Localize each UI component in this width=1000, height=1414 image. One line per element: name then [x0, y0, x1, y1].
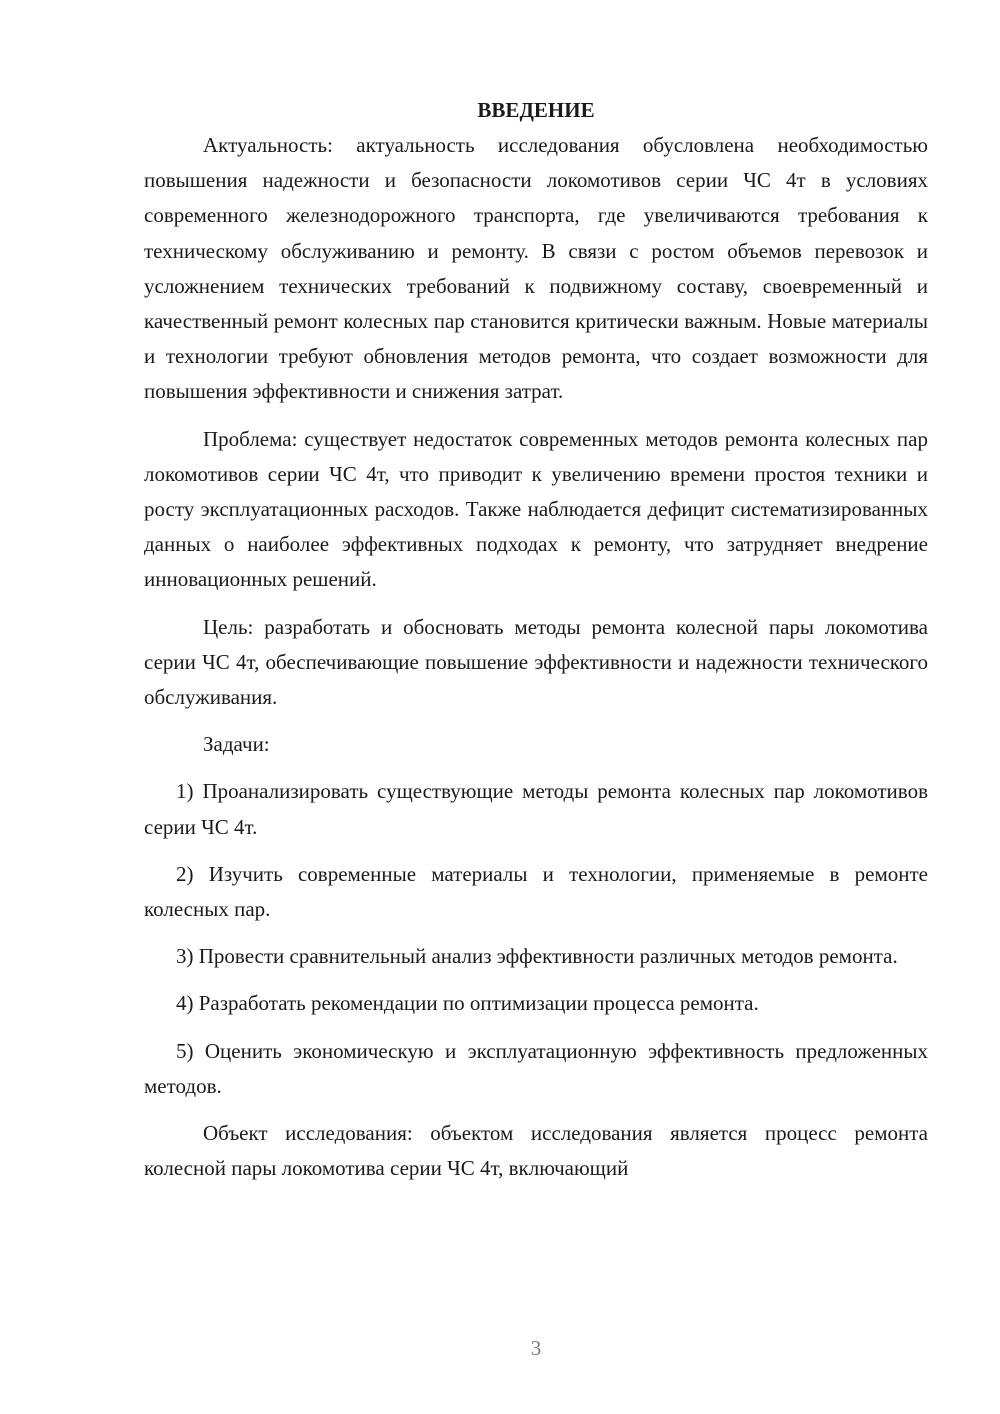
task-item: 1) Проанализировать существующие методы ремонта колесных пар локомотивов серии ЧС 4т.: [144, 779, 928, 839]
section-title: ВВЕДЕНИЕ: [477, 98, 595, 122]
page-number: 3: [530, 1336, 542, 1360]
tasks-heading: Задачи:: [203, 732, 270, 757]
problem-paragraph: Проблема: существует недостаток современных методов ремонта колесных пар локомотивов серии ЧС 4т, что приводит к увеличению времени простоя техники и росту эксплуатационных расходов. Также наблюдается дефицит систематизированных данных о наиболее эффективных подходах к ремонту, что затрудняет внедрение инновационных решений.: [144, 426, 928, 592]
task-item: 2) Изучить современные материалы и технологии, применяемые в ремонте колесных пар.: [144, 861, 928, 922]
task-item: 4) Разработать рекомендации по оптимизации процесса ремонта.: [176, 991, 759, 1016]
goal-paragraph: Цель: разработать и обосновать методы ремонта колесной пары локомотива серии ЧС 4т, обеспечивающие повышение эффективности и надежности технического обслуживания.: [144, 614, 928, 710]
task-item: 3) Провести сравнительный анализ эффективности различных методов ремонта.: [176, 944, 898, 969]
task-item: 5) Оценить экономическую и эксплуатационную эффективность предложенных методов.: [144, 1038, 928, 1098]
relevance-paragraph: Актуальность: актуальность исследования обусловлена необходимостью повышения надежности и безопасности локомотивов серии ЧС 4т в условиях современного железнодорожного транспорта, где увеличиваются требования к техническому обслуживанию и ремонту. В связи с ростом объемов перевозок и усложнением технических требований к подвижному составу, своевременный и качественный ремонт колесных пар становится критически важным. Новые материалы и технологии требуют обновления методов ремонта, что создает возможности для повышения эффективности и снижения затрат.: [144, 133, 928, 404]
object-paragraph: Объект исследования: объектом исследования является процесс ремонта колесной пары локомотива серии ЧС 4т, включающий: [144, 1121, 928, 1181]
page-content: [144, 93, 928, 1186]
